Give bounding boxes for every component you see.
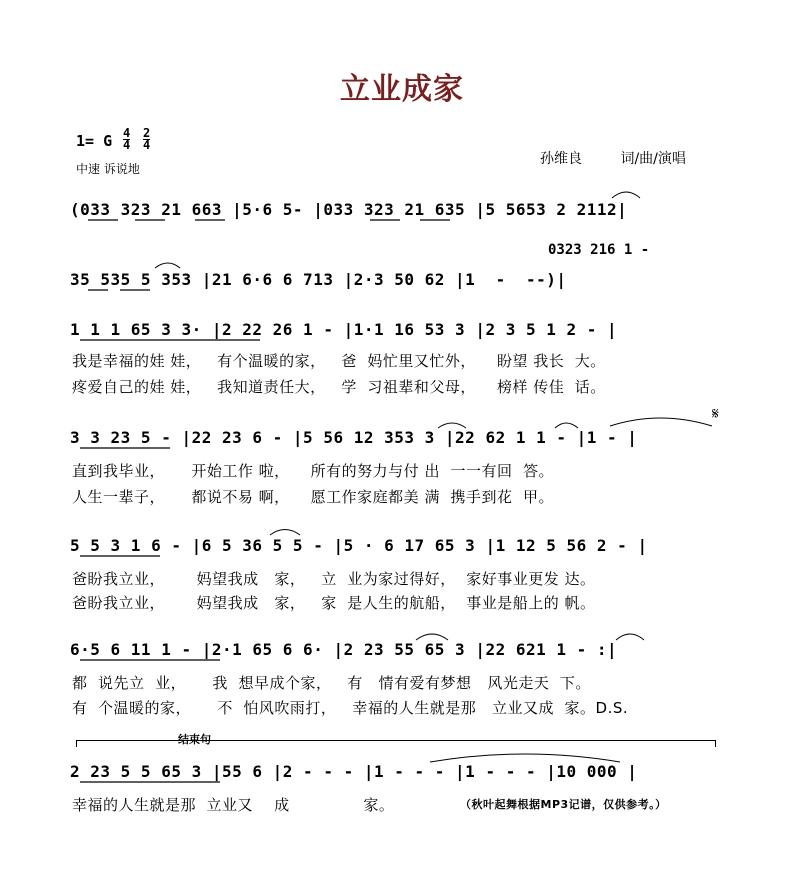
key-signature: 1= G	[76, 132, 113, 150]
slur-mark	[155, 263, 180, 268]
segno-sign: 𝄋	[712, 404, 719, 423]
meter-4-4: 4 4	[123, 126, 131, 152]
lyric-row-3a: 我是幸福的娃 娃， 有个温暖的家， 爸 妈忙里又忙外， 盼望 我长 大。	[72, 352, 606, 370]
lyric-row-4b: 人生一辈子， 都说不易 啊， 愿工作家庭都美 满 携手到花 甲。	[72, 488, 555, 506]
slur-mark	[430, 754, 620, 762]
notation-row-5: 5 5 3 1 6 - |6 5 36 5 5 - |5 · 6 17 65 3 |1 12 5 56 2 - |	[70, 536, 648, 555]
slur-mark	[555, 423, 578, 428]
lyric-row-5b: 爸盼我立业， 妈望我成 家， 家 是人生的航船， 事业是船上的 帆。	[72, 594, 596, 612]
song-title: 立业成家	[340, 72, 464, 107]
meter-2-4: 2 4	[143, 126, 151, 152]
footnote: （秋叶起舞根据MP3记谱，仅供参考。）	[460, 798, 667, 811]
author-roles: 词/曲/演唱	[620, 151, 686, 167]
tempo-marking: 中速 诉说地	[76, 162, 140, 176]
lyric-row-6a: 都 说先立 业， 我 想早成个家， 有 情有爱有梦想 风光走天 下。	[72, 674, 591, 692]
notation-row-3: 1 1 1 65 3 3· |2 22 26 1 - |1·1 16 53 3 |2 3 5 1 2 - |	[70, 320, 618, 339]
slur-mark	[616, 634, 644, 640]
author-name: 孙维良	[540, 151, 582, 167]
notation-row-2: 35 535 5 353 |21 6·6 6 713 |2·3 50 62 |1 - --)|	[70, 270, 567, 289]
slur-mark	[610, 418, 712, 426]
notation-row-6: 6·5 6 11 1 - |2·1 65 6 6· |2 23 55 65 3 |22 621 1 - :|	[70, 640, 618, 659]
slur-mark	[438, 423, 466, 428]
slur-mark	[612, 192, 640, 198]
lyric-row-7: 幸福的人生就是那 立业又 成 家。	[72, 796, 395, 814]
slur-mark	[270, 530, 300, 536]
lyric-row-4a: 直到我毕业， 开始工作 啦， 所有的努力与付 出 一一有回 答。	[72, 462, 555, 480]
slur-mark	[416, 634, 448, 640]
notation-row-1: (033 323 21 663 |5·6 5- |033 323 21 635 |5 5653 2 2112|	[70, 200, 628, 219]
notation-row-4: 3 3 23 5 - |22 23 6 - |5 56 12 353 3 |22 62 1 1 - |1 - |	[70, 428, 638, 447]
ending-label: 结束句	[178, 733, 211, 746]
lyric-row-5a: 爸盼我立业， 妈望我成 家， 立 业为家过得好， 家好事业更发 达。	[72, 570, 596, 588]
lyric-row-6b: 有 个温暖的家， 不 怕风吹雨打， 幸福的人生就是那 立业又成 家。D.S.	[72, 699, 629, 717]
notation-row-7: 2 23 5 5 65 3 |55 6 |2 - - - |1 - - - |1 - - - |10 000 |	[70, 762, 638, 781]
notation-small-ending: 0323 216 1 -	[548, 242, 650, 258]
lyric-row-3b: 疼爱自己的娃 娃， 我知道责任大， 学 习祖辈和父母， 榜样 传佳 话。	[72, 378, 606, 396]
